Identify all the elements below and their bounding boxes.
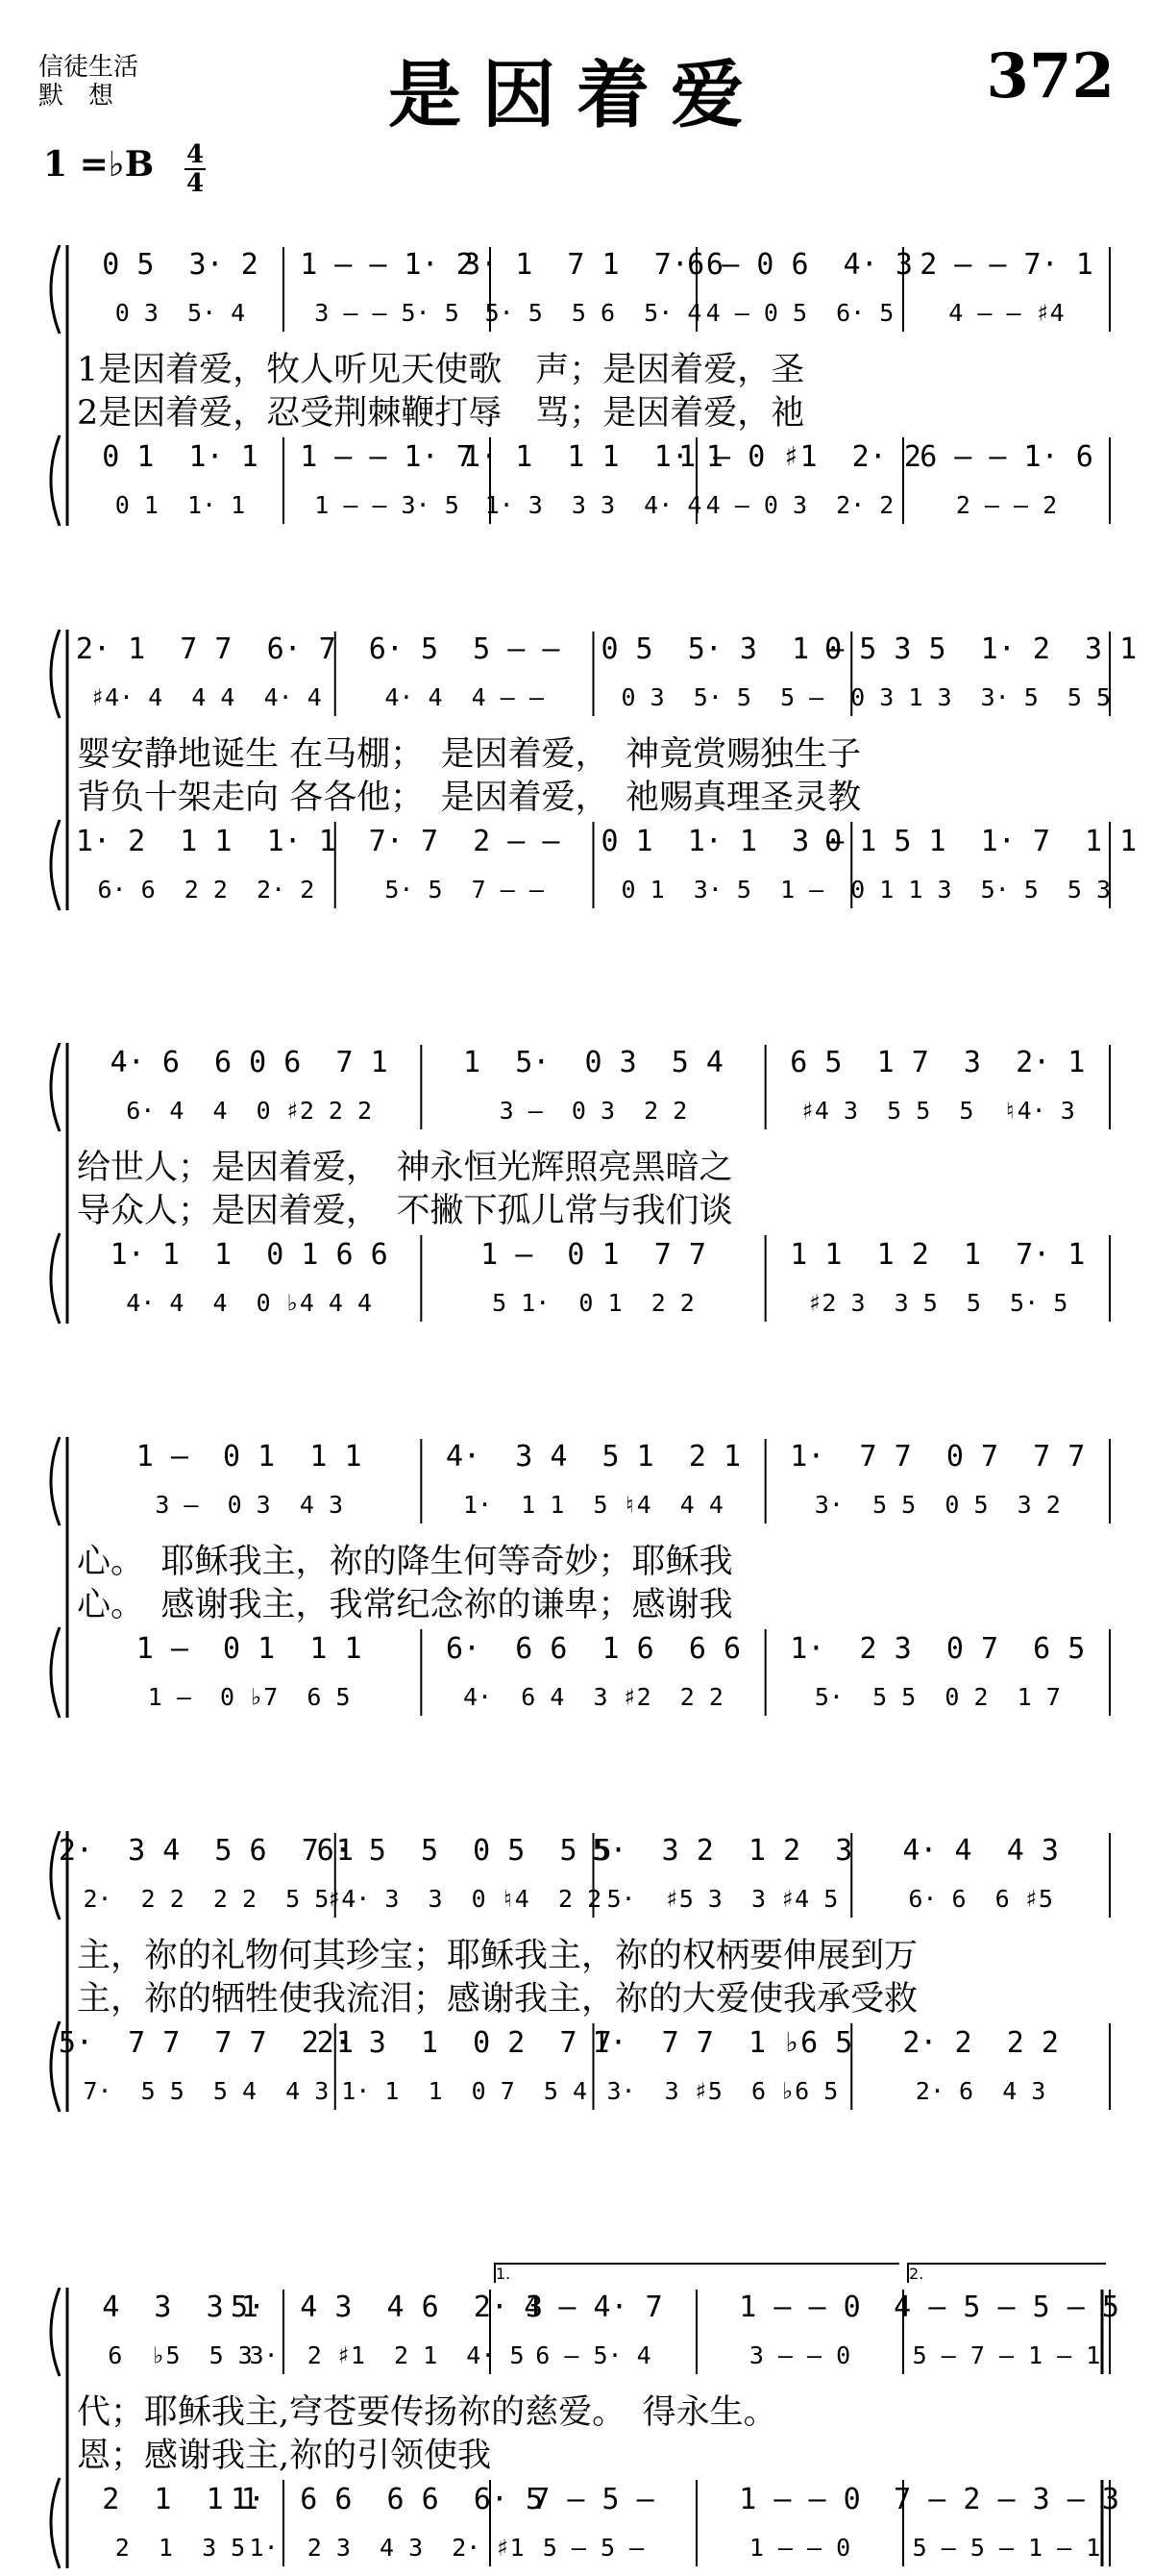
tenor-row [0,1235,1153,1274]
measure-notes: 1 – 0 1 7 7 [480,1237,706,1272]
measure-notes: 5 – 5 – [542,2533,645,2562]
measure-notes: 2 – – 7· 1 [920,247,1093,282]
soprano-row [0,630,1153,668]
time-signature [184,142,206,196]
measure-notes: 5· 5 5 0 2 1 7 [814,1682,1061,1711]
lyric-line-2: 主，祢的牺牲使我流泪；感谢我主，祢的大爱使我承受救 [77,1980,919,2019]
measure-notes: 0 3 5· 4 [114,298,246,327]
measure-notes: 5 – 5 – 1 – 1 [912,2533,1101,2562]
measure-notes: 0 1 1 3 5· 5 5 3 [850,875,1112,904]
measure-notes: 1 – – 0 [748,2533,851,2562]
lyric-line-1: 主，祢的礼物何其珍宝；耶稣我主，祢的权柄要伸展到万 [77,1937,919,1975]
measure-notes: 2· 3 1 0 2 7 7 [316,2025,612,2060]
alto-row [0,1879,1153,1918]
measure-notes: 6 – 5· 4 [535,2341,651,2369]
second-ending: 2. [907,2263,1106,2283]
soprano-row [0,1043,1153,1081]
lyric-line-2: 恩；感谢我主,祢的引领使我 [77,2437,492,2475]
measure-notes: 0 1 5 1 1· 7 1 1 [824,824,1138,858]
measure-notes: 6· 5 5 – – [368,632,560,666]
measure-notes: 6· 6 6 ♯5 [908,1884,1053,1913]
soprano-row [0,245,1153,284]
staff-system [0,1437,1153,1725]
measure-notes: ♯4· 3 3 0 ♮4 2 2 [327,1884,602,1913]
lyric-line-1: 心。 耶稣我主，祢的降生何等奇妙；耶稣我 [77,1543,733,1581]
measure-notes: 1 – – 3· 5 [314,490,459,519]
measure-notes: 1· 3 3 3 4· 4 [484,490,702,519]
measure-notes: 1 – – 0 [739,2482,861,2516]
measure-notes: 4 – 0 5 6· 5 [705,298,895,327]
measure-notes: 1· 6 6 6 6 6· 5 [230,2482,544,2516]
tenor-row [0,2023,1153,2062]
staff-system [0,1043,1153,1331]
measure-notes: 6 – 0 6 4· 3 [687,247,913,282]
measure-notes: 1· 1 1 0 7 5 4 [341,2076,588,2105]
measure-notes: 3· 2 ♯1 2 1 4· 5 [249,2341,525,2369]
lyric-line-1: 婴安静地诞生 在马棚； 是因着爱， 神竟赏赐独生子 [77,735,862,774]
measure-notes: 6· 6 6 1 6 6 6 [445,1631,742,1666]
measure-notes: 5· 3 2 1 2 3 [592,1833,853,1868]
measure-notes: 4 – 0 3 2· 2 [705,490,895,519]
measure-notes: 0 1 1· 1 3 – [601,824,845,858]
alto-row [0,678,1153,716]
measure-notes: 6· 4 4 0 ♯2 2 2 [126,1096,373,1125]
measure-notes: ♯2 3 3 5 5 5· 5 [807,1288,1068,1317]
measure-notes: 3· 5 5 0 5 3 2 [814,1490,1061,1519]
measure-notes: 0 1 3· 5 1 – [621,875,824,904]
lyric-line-2: 2是因着爱，忍受荆棘鞭打辱 骂；是因着爱，祂 [77,394,805,433]
measure-notes: 3· 1 7 1 7· 6 [463,247,724,282]
measure-notes: 5· ♯5 3 3 ♯4 5 [606,1884,839,1913]
measure-notes: 4 3 3 1 [102,2290,258,2324]
measure-notes: 1 – 0 ♯1 2· 2 [678,439,921,474]
book-section: 默 想 [38,82,114,111]
measure-notes: 6· 5 5 0 5 5 5 [316,1833,612,1868]
measure-notes: 5· 5 7 – – [384,875,544,904]
measure-notes: 1· 2 1 1 1· 1 [75,824,336,858]
measure-notes: 7 – 2 – 3 – 3 [894,2482,1119,2516]
bass-row [0,2528,1153,2566]
measure-notes: 3· 3 ♯5 6 ♭6 5 [606,2076,839,2105]
measure-notes: 1· 1 1 1 1· 1 [463,439,724,474]
measure-notes: 0 5 3 5 1· 2 3 1 [824,632,1138,666]
measure-notes: 7· 7 2 – – [368,824,560,858]
lyric-line-1: 给世人；是因着爱， 神永恒光辉照亮黑暗之 [77,1149,733,1187]
measure-notes: 2· 2 2 2 [902,2025,1059,2060]
bass-row [0,1677,1153,1716]
measure-notes: 7· 5 5 5 4 4 3 [83,2076,330,2105]
soprano-row [0,1437,1153,1475]
measure-notes: 1 – – 1· 7 [300,439,474,474]
soprano-row [0,1831,1153,1870]
lyric-line-2: 导众人；是因着爱， 不撇下孤儿常与我们谈 [77,1192,733,1230]
measure-notes: 2 – – 2 [955,490,1058,519]
bass-row [0,870,1153,908]
staff-system [0,245,1153,533]
lyric-line-2: 心。 感谢我主，我常纪念祢的谦卑；感谢我 [77,1586,733,1624]
lyric-line-1: 代；耶稣我主,穹苍要传扬祢的慈爱。 得永生。 [77,2393,777,2432]
lyric-line-1: 1是因着爱，牧人听见天使歌 声；是因着爱，圣 [77,351,805,389]
measure-notes: 2 1 1 1 [102,2482,258,2516]
tenor-row [0,437,1153,476]
measure-notes: 2· 2 2 2 2 5 5 [83,1884,330,1913]
first-ending: 1. [494,2263,899,2283]
book-name: 信徒生活 [38,53,139,82]
measure-notes: 0 1 1· 1 [102,439,258,474]
measure-notes: 2· 1 7 7 6· 7 [75,632,336,666]
measure-notes: 2 1 3 5 [114,2533,246,2562]
alto-row [0,1091,1153,1129]
time-signature-top: 4 [185,140,205,169]
bass-row [0,485,1153,524]
measure-notes: 0 1 1· 1 [114,490,246,519]
alto-row [0,1485,1153,1523]
measure-notes: 5· 7 7 7 7 2 1 [58,2025,354,2060]
measure-notes: 3 – 0 3 2 2 [499,1096,688,1125]
measure-notes: 4 – 4· 7 [524,2290,663,2324]
measure-notes: 1 – – 1· 2 [300,247,474,282]
measure-notes: 1· 2 3 4 3 2· ♯1 [249,2533,525,2562]
measure-notes: 1 5· 0 3 5 4 [463,1045,724,1079]
measure-notes: 3 – 0 3 4 3 [155,1490,343,1519]
measure-notes: 4· 6 4 3 ♯2 2 2 [463,1682,724,1711]
measure-notes: 4 – 5 – 5 – 5 [894,2290,1119,2324]
measure-notes: 1 – 0 1 1 1 [135,1631,362,1666]
measure-notes: 0 3 1 3 3· 5 5 5 [850,682,1112,711]
bass-row [0,2071,1153,2110]
measure-notes: 4· 6 6 0 6 7 1 [110,1045,388,1079]
hymn-number: 372 [986,40,1115,112]
measure-notes: 5 1· 0 1 2 2 [492,1288,695,1317]
staff-system [0,630,1153,918]
lyric-line-2: 背负十架走向 各各他； 是因着爱， 祂赐真理圣灵教 [77,779,862,817]
measure-notes: 5· 4 3 4 6 2· 3 [230,2290,544,2324]
measure-notes: 5 – 7 – 1 – 1 [912,2341,1101,2369]
measure-notes: 5· 5 5 6 5· 4 [484,298,702,327]
measure-notes: 4· 4 4 0 ♭4 4 4 [126,1288,373,1317]
measure-notes: 4· 3 4 5 1 2 1 [445,1439,742,1474]
measure-notes: ♯4 3 5 5 5 ♮4· 3 [799,1096,1075,1125]
measure-notes: 1· 2 3 0 7 6 5 [790,1631,1086,1666]
measure-notes: 1· 7 7 0 7 7 7 [790,1439,1086,1474]
measure-notes: 6 ♭5 5 3 [108,2341,253,2369]
alto-row [0,293,1153,332]
measure-notes: 1 – – 0 [739,2290,861,2324]
tenor-row [0,822,1153,860]
measure-notes: 1· 1 1 0 1 6 6 [110,1237,388,1272]
measure-notes: 1· 1 1 5 ♮4 4 4 [463,1490,724,1519]
measure-notes: 7 – 5 – [532,2482,654,2516]
measure-notes: 6 5 1 7 3 2· 1 [790,1045,1086,1079]
measure-notes: 1 – 0 1 1 1 [135,1439,362,1474]
page-title: 是因着爱 [388,52,765,137]
key-signature: 1 =♭B [43,144,155,185]
staff-system [0,1831,1153,2119]
measure-notes: 0 5 3· 2 [102,247,258,282]
soprano-row [0,2288,1153,2326]
bass-row [0,1283,1153,1322]
measure-notes: 4· 4 4 – – [384,682,544,711]
measure-notes: 0 3 5· 5 5 – [621,682,824,711]
tenor-row [0,1629,1153,1668]
measure-notes: 0 5 5· 3 1 – [601,632,845,666]
measure-notes: 3 – – 5· 5 [314,298,459,327]
measure-notes: 1 – 0 ♭7 6 5 [147,1682,351,1711]
measure-notes: 1 1 1 2 1 7· 1 [790,1237,1086,1272]
measure-notes: 2· 3 4 5 6 7 1 [58,1833,354,1868]
measure-notes: 4· 4 4 3 [902,1833,1059,1868]
measure-notes: 2· 6 4 3 [915,2076,1046,2105]
tenor-row [0,2480,1153,2518]
alto-row [0,2336,1153,2374]
measure-notes: 1· 7 7 1 ♭6 5 [592,2025,853,2060]
measure-notes: 3 – – 0 [748,2341,851,2369]
measure-notes: 4 – – ♯4 [948,298,1065,327]
measure-notes: 6 – – 1· 6 [920,439,1093,474]
staff-system [0,2265,1153,2576]
measure-notes: ♯4· 4 4 4 4· 4 [89,682,322,711]
time-signature-bottom: 4 [185,169,205,198]
measure-notes: 6· 6 2 2 2· 2 [97,875,315,904]
